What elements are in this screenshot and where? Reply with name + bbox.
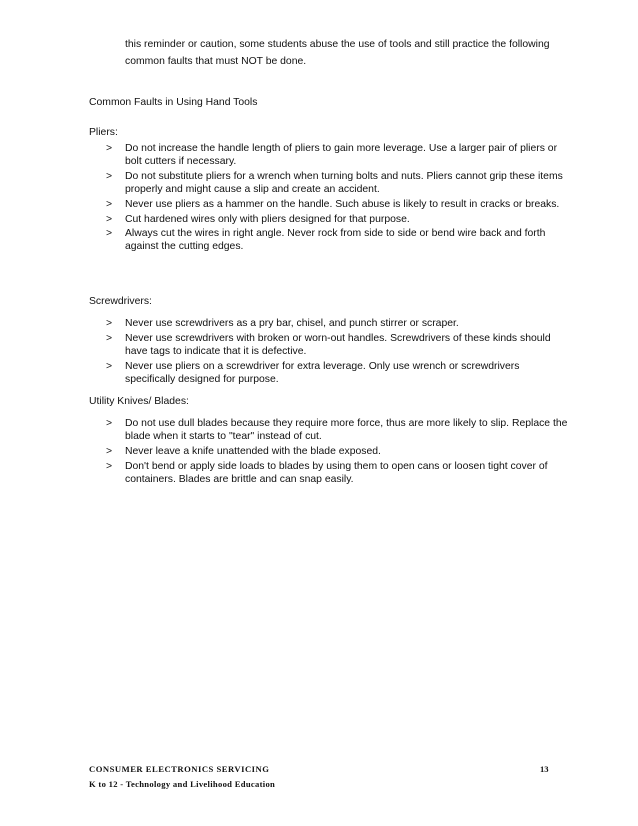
list-item bbox=[89, 213, 569, 226]
bullet-marker: > bbox=[106, 228, 113, 240]
bullet-marker: > bbox=[106, 445, 113, 457]
screwdrivers-heading: Screwdrivers: bbox=[89, 296, 152, 307]
list-item bbox=[89, 417, 569, 443]
pliers-list bbox=[89, 142, 569, 255]
bullet-marker: > bbox=[106, 360, 113, 372]
list-item bbox=[89, 445, 569, 458]
intro-paragraph: this reminder or caution, some students abuse the use of tools and still practice the following common faults that must NOT be done. bbox=[125, 39, 550, 67]
list-item-text: Don't bend or apply side loads to blades by using them to open cans or loosen tight cover of containers. Blades are brittle and can snap easily. bbox=[125, 460, 548, 485]
list-item-text: Always cut the wires in right angle. Never rock from side to side or bend wire back and forth against the cutting edges. bbox=[125, 228, 546, 253]
utility-knives-list bbox=[89, 417, 569, 488]
footer-title: CONSUMER ELECTRONICS SERVICING bbox=[89, 764, 270, 774]
page-number: 13 bbox=[540, 764, 549, 774]
list-item-text: Do not substitute pliers for a wrench when turning bolts and nuts. Pliers cannot grip these items properly and might cause a slip and create an accident. bbox=[125, 170, 563, 196]
utility-knives-heading: Utility Knives/ Blades: bbox=[89, 396, 189, 407]
list-item bbox=[89, 332, 569, 358]
list-item-text: Never use pliers on a screwdriver for extra leverage. Only use wrench or screwdrivers specifically designed for purpose. bbox=[125, 360, 520, 385]
bullet-marker: > bbox=[106, 318, 113, 329]
list-item bbox=[89, 142, 569, 168]
list-item bbox=[89, 170, 569, 196]
pliers-heading: Pliers: bbox=[89, 127, 118, 138]
list-item-text: Do not use dull blades because they require more force, thus are more likely to slip. Replace the blade when it starts to "tear" instead of cut. bbox=[125, 418, 568, 443]
list-item-text: Never leave a knife unattended with the blade exposed. bbox=[125, 445, 381, 457]
bullet-marker: > bbox=[106, 418, 113, 429]
bullet-marker: > bbox=[106, 460, 113, 472]
screwdrivers-list bbox=[89, 317, 569, 388]
bullet-marker: > bbox=[106, 198, 113, 210]
bullet-marker: > bbox=[106, 213, 113, 225]
list-item-text: Cut hardened wires only with pliers designed for that purpose. bbox=[125, 213, 410, 225]
list-item bbox=[89, 460, 569, 486]
list-item bbox=[89, 317, 569, 330]
section-title: Common Faults in Using Hand Tools bbox=[89, 97, 258, 108]
list-item bbox=[89, 360, 569, 386]
bullet-marker: > bbox=[106, 170, 113, 182]
bullet-marker: > bbox=[106, 332, 113, 344]
list-item-text: Never use screwdrivers as a pry bar, chisel, and punch stirrer or scraper. bbox=[125, 318, 459, 329]
list-item-text: Never use screwdrivers with broken or worn-out handles. Screwdrivers of these kinds should have tags to indicate that it is defective. bbox=[125, 332, 551, 357]
footer-subtitle: K to 12 - Technology and Livelihood Education bbox=[89, 779, 276, 789]
list-item bbox=[89, 198, 569, 211]
list-item bbox=[89, 227, 569, 253]
list-item-text: Never use pliers as a hammer on the handle. Such abuse is likely to result in cracks or breaks. bbox=[125, 198, 560, 210]
bullet-marker: > bbox=[106, 143, 113, 154]
list-item-text: Do not increase the handle length of pliers to gain more leverage. Use a larger pair of pliers or bolt cutters if necessary. bbox=[125, 143, 558, 168]
